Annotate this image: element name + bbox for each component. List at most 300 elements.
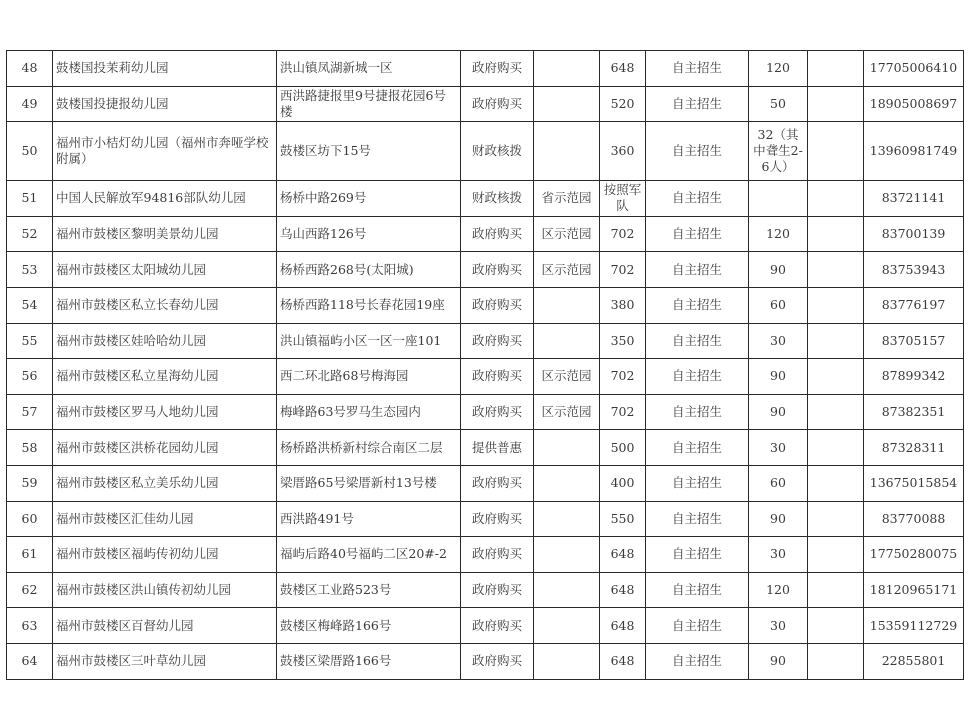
kindergarten-name-cell [53,465,277,501]
table-row [7,86,964,122]
fee: 500 [610,439,635,455]
row-number-cell [7,359,53,395]
enrollment-mode: 自主招生 [671,475,722,491]
phone: 17705006410 [869,60,958,76]
enrollment-mode-cell [646,537,749,573]
enrollment-mode: 自主招生 [671,653,722,669]
extra-cell-cell [808,287,864,323]
fee-cell [600,537,646,573]
table-row [7,501,964,537]
funding-type: 政府购买 [471,95,522,111]
demo-level: 区示范园 [541,261,592,277]
quota: 60 [770,475,786,491]
fee-cell [600,181,646,217]
fee: 702 [610,226,635,242]
quota-cell [749,122,808,181]
enrollment-mode: 自主招生 [671,60,722,76]
demo-level-cell [534,323,600,359]
phone: 83705157 [881,332,946,348]
address-cell [277,287,461,323]
address-cell [277,252,461,288]
address-cell [277,86,461,122]
fee-cell [600,86,646,122]
enrollment-mode-cell [646,359,749,395]
phone-cell [864,643,964,679]
fee-cell [600,323,646,359]
kindergarten-name-cell [53,252,277,288]
phone-cell [864,501,964,537]
address: 杨桥中路269号 [280,190,367,206]
funding-type: 政府购买 [471,617,522,633]
phone: 83776197 [881,297,946,313]
fee-cell [600,51,646,87]
fee-cell [600,359,646,395]
funding-type-cell [461,465,534,501]
fee: 400 [610,475,635,491]
funding-type: 政府购买 [471,404,522,420]
phone: 87382351 [881,404,946,420]
funding-type-cell [461,643,534,679]
table-row [7,51,964,87]
fee: 550 [610,510,635,526]
row-number-cell [7,51,53,87]
kindergarten-name: 福州市鼓楼区黎明美景幼儿园 [56,226,219,242]
phone: 87328311 [881,439,946,455]
row-number-cell [7,572,53,608]
address: 鼓楼区工业路523号 [280,582,392,598]
phone: 18905008697 [869,95,958,111]
row-number-cell [7,465,53,501]
address: 杨桥西路268号(太阳城) [280,261,414,277]
quota-cell [749,394,808,430]
address-cell [277,572,461,608]
fee: 702 [610,368,635,384]
phone: 83721141 [881,190,946,206]
kindergarten-name: 福州市鼓楼区洪山镇传初幼儿园 [56,582,232,598]
address: 鼓楼区坊下15号 [280,143,371,159]
kindergarten-name: 鼓楼国投捷报幼儿园 [56,95,169,111]
row-number: 57 [21,404,38,420]
row-number: 56 [21,368,38,384]
kindergarten-name: 福州市鼓楼区三叶草幼儿园 [56,653,207,669]
demo-level-cell [534,287,600,323]
quota: 90 [770,653,786,669]
demo-level-cell [534,465,600,501]
enrollment-mode-cell [646,181,749,217]
fee: 702 [610,404,635,420]
quota-cell [749,608,808,644]
kindergarten-name: 福州市鼓楼区太阳城幼儿园 [56,261,207,277]
demo-level-cell [534,643,600,679]
quota: 30 [770,546,786,562]
fee-cell [600,252,646,288]
enrollment-mode-cell [646,86,749,122]
quota-cell [749,51,808,87]
table-row [7,216,964,252]
phone: 87899342 [881,368,946,384]
table-row [7,537,964,573]
extra-cell-cell [808,643,864,679]
address: 西洪路491号 [280,510,354,526]
enrollment-mode: 自主招生 [671,546,722,562]
row-number-cell [7,608,53,644]
kindergarten-name: 中国人民解放军94816部队幼儿园 [56,190,246,206]
address-cell [277,608,461,644]
address-cell [277,643,461,679]
quota: 32（其中聋生2-6人） [753,127,803,175]
demo-level-cell [534,608,600,644]
fee: 702 [610,261,635,277]
quota: 120 [766,582,790,598]
phone-cell [864,216,964,252]
enrollment-mode-cell [646,51,749,87]
row-number-cell [7,501,53,537]
row-number: 48 [21,60,38,76]
kindergarten-name: 福州市鼓楼区汇佳幼儿园 [56,510,194,526]
phone-cell [864,359,964,395]
quota: 90 [770,510,786,526]
row-number-cell [7,643,53,679]
table-row [7,465,964,501]
demo-level-cell [534,51,600,87]
funding-type-cell [461,323,534,359]
funding-type-cell [461,287,534,323]
address: 鼓楼区梁厝路166号 [280,653,392,669]
phone-cell [864,122,964,181]
row-number: 62 [21,582,38,598]
phone-cell [864,86,964,122]
kindergarten-name: 福州市鼓楼区私立长春幼儿园 [56,297,219,313]
row-number: 52 [21,226,38,242]
phone: 83700139 [881,226,946,242]
enrollment-mode-cell [646,287,749,323]
funding-type-cell [461,216,534,252]
address: 洪山镇凤湖新城一区 [280,60,393,76]
row-number: 50 [21,143,38,159]
kindergarten-name-cell [53,501,277,537]
fee-cell [600,465,646,501]
address-cell [277,501,461,537]
kindergarten-name-cell [53,643,277,679]
phone: 83753943 [881,261,946,277]
quota: 30 [770,332,786,348]
quota: 30 [770,439,786,455]
phone: 13960981749 [869,143,958,159]
table-row [7,643,964,679]
kindergarten-name: 福州市小桔灯幼儿园（福州市奔哑学校附属） [56,135,269,167]
address: 梅峰路63号罗马生态园内 [280,404,421,420]
funding-type-cell [461,537,534,573]
enrollment-mode: 自主招生 [671,368,722,384]
funding-type: 政府购买 [471,261,522,277]
demo-level: 省示范园 [541,190,592,206]
address-cell [277,359,461,395]
table-row [7,181,964,217]
address-cell [277,122,461,181]
enrollment-mode: 自主招生 [671,510,722,526]
kindergarten-name-cell [53,122,277,181]
phone-cell [864,323,964,359]
funding-type: 政府购买 [471,60,522,76]
phone: 17750280075 [869,546,958,562]
demo-level: 区示范园 [541,226,592,242]
kindergarten-name-cell [53,216,277,252]
row-number-cell [7,394,53,430]
demo-level-cell [534,216,600,252]
demo-level-cell [534,86,600,122]
quota-cell [749,86,808,122]
quota-cell [749,643,808,679]
row-number-cell [7,323,53,359]
address: 西洪路捷报里9号捷报花园6号楼 [280,87,446,119]
row-number-cell [7,86,53,122]
quota-cell [749,181,808,217]
quota-cell [749,359,808,395]
funding-type: 政府购买 [471,653,522,669]
address-cell [277,323,461,359]
quota: 50 [770,95,786,111]
fee-cell [600,608,646,644]
row-number: 49 [21,95,38,111]
row-number-cell [7,252,53,288]
funding-type-cell [461,501,534,537]
fee: 按照军队 [603,182,642,214]
quota: 60 [770,297,786,313]
fee-cell [600,643,646,679]
kindergarten-name-cell [53,359,277,395]
phone: 22855801 [881,653,946,669]
row-number-cell [7,537,53,573]
address-cell [277,537,461,573]
funding-type-cell [461,572,534,608]
row-number-cell [7,216,53,252]
enrollment-mode-cell [646,252,749,288]
kindergarten-name: 福州市鼓楼区娃哈哈幼儿园 [56,332,207,348]
funding-type: 政府购买 [471,510,522,526]
demo-level-cell [534,537,600,573]
phone-cell [864,430,964,466]
demo-level-cell [534,252,600,288]
row-number: 59 [21,475,38,491]
enrollment-mode: 自主招生 [671,143,722,159]
table-row [7,252,964,288]
table-row [7,572,964,608]
enrollment-mode: 自主招生 [671,95,722,111]
address: 杨桥西路118号长春花园19座 [280,297,445,313]
fee: 648 [610,546,635,562]
row-number-cell [7,430,53,466]
funding-type: 政府购买 [471,582,522,598]
enrollment-mode: 自主招生 [671,617,722,633]
enrollment-mode-cell [646,643,749,679]
phone-cell [864,537,964,573]
fee: 648 [610,60,635,76]
funding-type: 财政核拨 [471,190,522,206]
address: 洪山镇福屿小区一区一座101 [280,332,442,348]
enrollment-mode-cell [646,216,749,252]
kindergarten-name-cell [53,537,277,573]
funding-type: 财政核拨 [471,143,522,159]
kindergarten-name-cell [53,287,277,323]
address-cell [277,394,461,430]
kindergarten-name-cell [53,86,277,122]
quota: 90 [770,404,786,420]
kindergarten-name-cell [53,51,277,87]
address-cell [277,216,461,252]
funding-type: 政府购买 [471,226,522,242]
quota-cell [749,252,808,288]
kindergarten-name-cell [53,323,277,359]
phone-cell [864,51,964,87]
address-cell [277,465,461,501]
enrollment-mode: 自主招生 [671,261,722,277]
row-number: 58 [21,439,38,455]
enrollment-mode-cell [646,501,749,537]
quota-cell [749,216,808,252]
fee: 350 [610,332,635,348]
table-row [7,608,964,644]
demo-level: 区示范园 [541,404,592,420]
extra-cell-cell [808,359,864,395]
demo-level-cell [534,181,600,217]
phone: 18120965171 [869,582,958,598]
row-number: 54 [21,297,38,313]
address: 鼓楼区梅峰路166号 [280,617,392,633]
demo-level-cell [534,430,600,466]
table-body [7,51,964,680]
enrollment-mode-cell [646,122,749,181]
phone-cell [864,572,964,608]
address: 乌山西路126号 [280,226,367,242]
funding-type: 提供普惠 [471,439,522,455]
enrollment-mode: 自主招生 [671,582,722,598]
address: 福屿后路40号福屿二区20#-2 [280,546,447,562]
fee-cell [600,287,646,323]
kindergarten-name: 鼓楼国投茉莉幼儿园 [56,60,169,76]
fee: 380 [610,297,635,313]
funding-type-cell [461,252,534,288]
phone-cell [864,465,964,501]
fee-cell [600,122,646,181]
table-row [7,287,964,323]
address-cell [277,181,461,217]
extra-cell-cell [808,430,864,466]
fee: 648 [610,653,635,669]
phone: 13675015854 [869,475,958,491]
funding-type: 政府购买 [471,475,522,491]
table-row [7,122,964,181]
quota-cell [749,323,808,359]
enrollment-mode-cell [646,608,749,644]
kindergarten-name: 福州市鼓楼区私立美乐幼儿园 [56,475,219,491]
kindergarten-name-cell [53,394,277,430]
fee: 648 [610,617,635,633]
extra-cell-cell [808,537,864,573]
demo-level: 区示范园 [541,368,592,384]
quota: 120 [766,226,790,242]
quota-cell [749,501,808,537]
extra-cell-cell [808,181,864,217]
extra-cell-cell [808,501,864,537]
funding-type-cell [461,359,534,395]
funding-type: 政府购买 [471,546,522,562]
enrollment-mode: 自主招生 [671,332,722,348]
funding-type-cell [461,51,534,87]
enrollment-mode: 自主招生 [671,190,722,206]
funding-type-cell [461,394,534,430]
address: 杨桥路洪桥新村综合南区二层 [280,439,443,455]
enrollment-mode: 自主招生 [671,226,722,242]
fee: 648 [610,582,635,598]
table-row [7,430,964,466]
kindergarten-name: 福州市鼓楼区福屿传初幼儿园 [56,546,219,562]
row-number: 61 [21,546,38,562]
quota: 30 [770,617,786,633]
row-number: 64 [21,653,38,669]
enrollment-mode-cell [646,394,749,430]
funding-type-cell [461,86,534,122]
funding-type: 政府购买 [471,332,522,348]
funding-type-cell [461,430,534,466]
row-number: 55 [21,332,38,348]
quota-cell [749,537,808,573]
funding-type-cell [461,181,534,217]
funding-type-cell [461,608,534,644]
fee-cell [600,430,646,466]
funding-type-cell [461,122,534,181]
phone-cell [864,287,964,323]
enrollment-mode: 自主招生 [671,297,722,313]
extra-cell-cell [808,252,864,288]
phone-cell [864,181,964,217]
enrollment-mode-cell [646,572,749,608]
phone-cell [864,394,964,430]
row-number: 51 [21,190,38,206]
kindergarten-name: 福州市鼓楼区罗马人地幼儿园 [56,404,219,420]
demo-level-cell [534,394,600,430]
row-number-cell [7,122,53,181]
fee-cell [600,501,646,537]
extra-cell-cell [808,51,864,87]
quota-cell [749,287,808,323]
quota-cell [749,572,808,608]
enrollment-mode-cell [646,430,749,466]
address-cell [277,430,461,466]
phone-cell [864,608,964,644]
funding-type: 政府购买 [471,297,522,313]
fee: 520 [610,95,635,111]
kindergarten-name-cell [53,608,277,644]
kindergarten-name-cell [53,181,277,217]
enrollment-mode-cell [646,323,749,359]
kindergarten-table [6,50,964,680]
extra-cell-cell [808,122,864,181]
fee-cell [600,216,646,252]
kindergarten-name: 福州市鼓楼区私立星海幼儿园 [56,368,219,384]
kindergarten-name-cell [53,572,277,608]
row-number: 63 [21,617,38,633]
kindergarten-name: 福州市鼓楼区洪桥花园幼儿园 [56,439,219,455]
fee: 360 [610,143,635,159]
extra-cell-cell [808,394,864,430]
fee-cell [600,394,646,430]
demo-level-cell [534,359,600,395]
row-number: 60 [21,510,38,526]
extra-cell-cell [808,572,864,608]
extra-cell-cell [808,608,864,644]
table-row [7,394,964,430]
fee-cell [600,572,646,608]
